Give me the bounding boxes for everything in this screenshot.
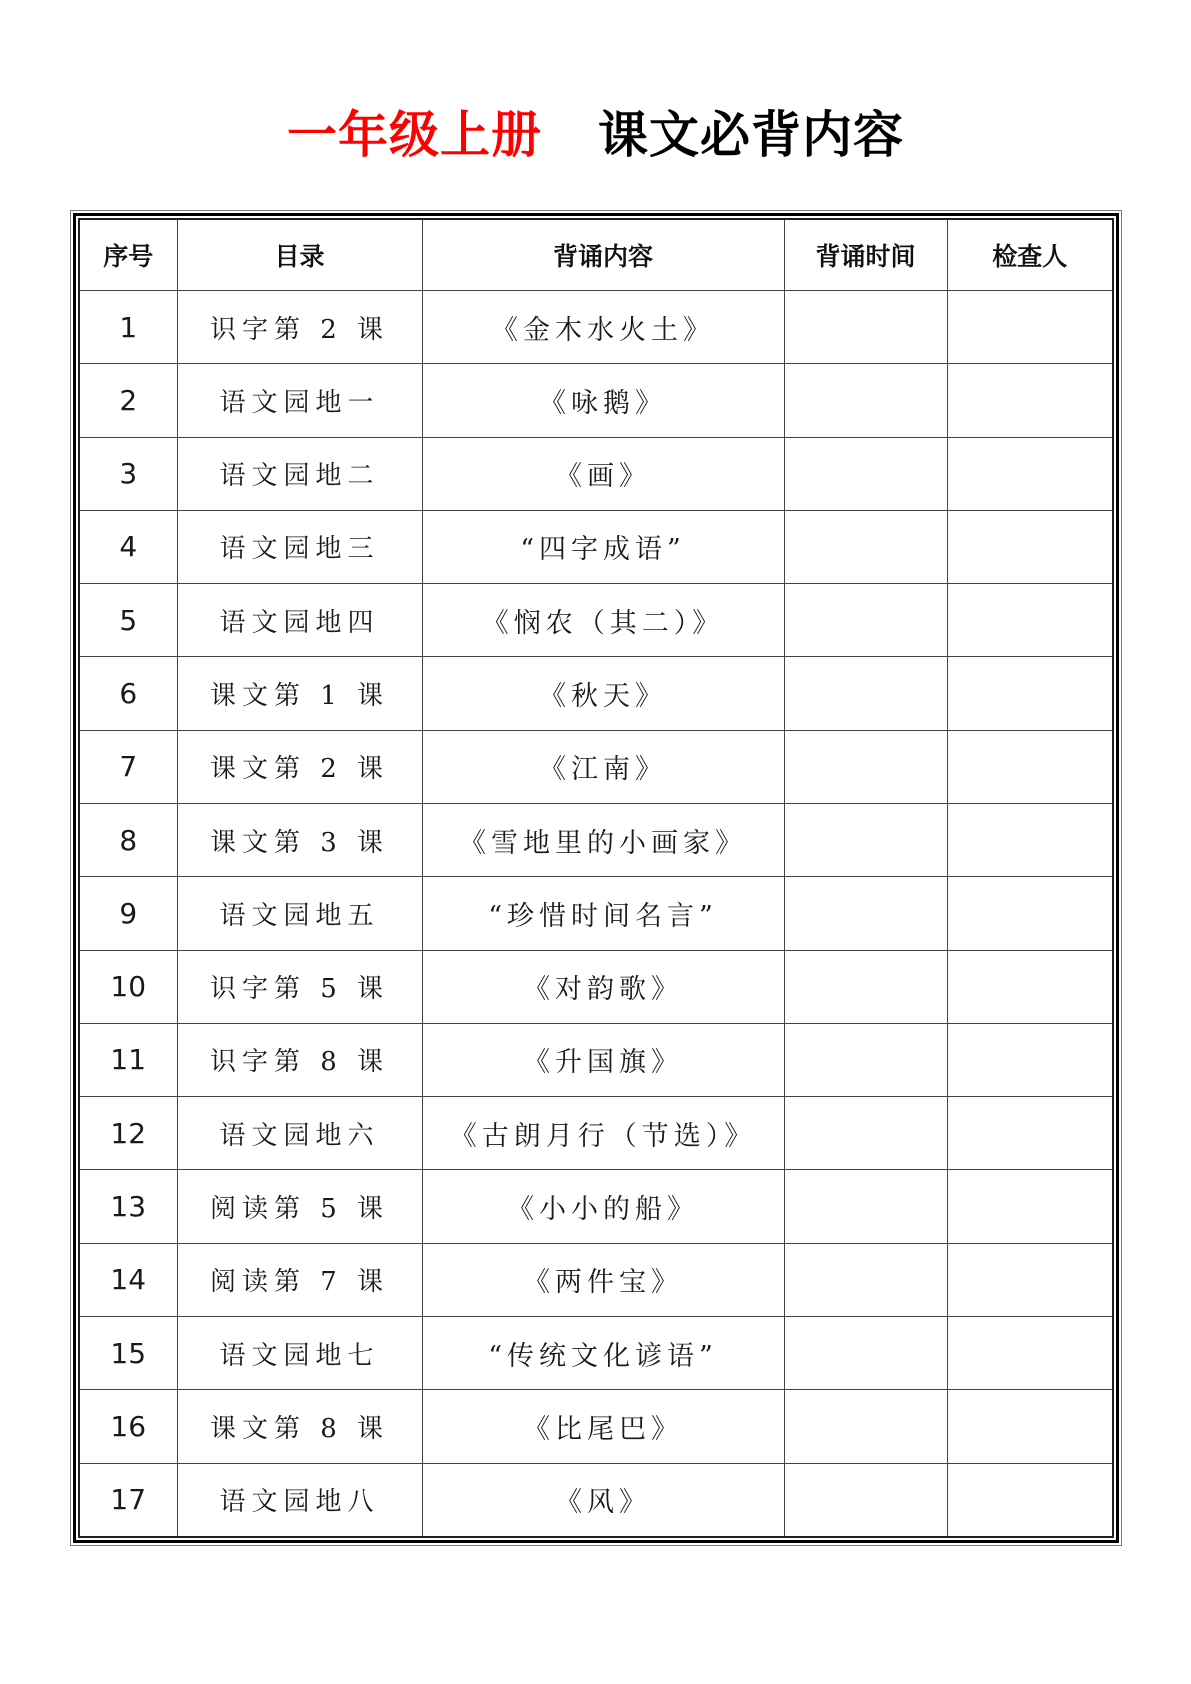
title-grade: 一年级上册	[287, 106, 542, 164]
row-checker[interactable]	[947, 730, 1113, 803]
table-row	[79, 1390, 1113, 1463]
row-content: 《金木水火土》	[422, 291, 784, 364]
row-checker[interactable]	[947, 364, 1113, 437]
header-content: 背诵内容	[422, 219, 784, 291]
table-frame	[70, 210, 1122, 1546]
table-row	[79, 950, 1113, 1023]
table-row	[79, 657, 1113, 730]
row-checker[interactable]	[947, 803, 1113, 876]
table-row	[79, 364, 1113, 437]
row-content: 《小小的船》	[422, 1170, 784, 1243]
row-recite-time[interactable]	[784, 657, 947, 730]
row-checker[interactable]	[947, 1243, 1113, 1316]
row-recite-time[interactable]	[784, 1023, 947, 1096]
row-content: 《古朗月行（节选）》	[422, 1097, 784, 1170]
row-number: 4	[79, 510, 177, 583]
table-row	[79, 1463, 1113, 1537]
row-recite-time[interactable]	[784, 803, 947, 876]
table-row	[79, 1170, 1113, 1243]
row-number: 11	[79, 1023, 177, 1096]
table-row	[79, 1316, 1113, 1389]
row-directory: 课文第 1 课	[177, 657, 422, 730]
row-number: 14	[79, 1243, 177, 1316]
row-checker[interactable]	[947, 1463, 1113, 1537]
table-row	[79, 803, 1113, 876]
row-recite-time[interactable]	[784, 437, 947, 510]
row-content: 《悯农（其二）》	[422, 584, 784, 657]
row-checker[interactable]	[947, 1390, 1113, 1463]
row-recite-time[interactable]	[784, 291, 947, 364]
row-content: 《江南》	[422, 730, 784, 803]
row-content: 《咏鹅》	[422, 364, 784, 437]
row-checker[interactable]	[947, 950, 1113, 1023]
header-checker: 检查人	[947, 219, 1113, 291]
row-content: 《秋天》	[422, 657, 784, 730]
table-row	[79, 1097, 1113, 1170]
row-recite-time[interactable]	[784, 950, 947, 1023]
row-checker[interactable]	[947, 1316, 1113, 1389]
row-recite-time[interactable]	[784, 730, 947, 803]
table-row	[79, 1023, 1113, 1096]
row-number: 16	[79, 1390, 177, 1463]
table-row	[79, 437, 1113, 510]
row-directory: 阅读第 5 课	[177, 1170, 422, 1243]
row-recite-time[interactable]	[784, 584, 947, 657]
row-directory: 语文园地一	[177, 364, 422, 437]
row-checker[interactable]	[947, 1170, 1113, 1243]
header-directory: 目录	[177, 219, 422, 291]
table-header-row	[79, 219, 1113, 291]
table-row	[79, 291, 1113, 364]
row-checker[interactable]	[947, 510, 1113, 583]
row-number: 3	[79, 437, 177, 510]
table-row	[79, 730, 1113, 803]
table-row	[79, 1243, 1113, 1316]
row-number: 1	[79, 291, 177, 364]
row-directory: 课文第 3 课	[177, 803, 422, 876]
table-frame-inner	[73, 213, 1119, 1543]
table-row	[79, 584, 1113, 657]
row-checker[interactable]	[947, 1097, 1113, 1170]
row-content: 《升国旗》	[422, 1023, 784, 1096]
row-recite-time[interactable]	[784, 1316, 947, 1389]
row-recite-time[interactable]	[784, 1243, 947, 1316]
row-directory: 识字第 2 课	[177, 291, 422, 364]
row-directory: 语文园地五	[177, 877, 422, 950]
row-directory: 语文园地八	[177, 1463, 422, 1537]
row-recite-time[interactable]	[784, 1097, 947, 1170]
row-directory: 课文第 8 课	[177, 1390, 422, 1463]
row-recite-time[interactable]	[784, 510, 947, 583]
row-recite-time[interactable]	[784, 364, 947, 437]
row-number: 6	[79, 657, 177, 730]
header-number: 序号	[79, 219, 177, 291]
row-number: 2	[79, 364, 177, 437]
row-directory: 识字第 8 课	[177, 1023, 422, 1096]
row-checker[interactable]	[947, 291, 1113, 364]
row-content: “四字成语”	[422, 510, 784, 583]
row-directory: 语文园地三	[177, 510, 422, 583]
row-checker[interactable]	[947, 877, 1113, 950]
row-number: 10	[79, 950, 177, 1023]
row-content: 《画》	[422, 437, 784, 510]
row-recite-time[interactable]	[784, 877, 947, 950]
row-number: 9	[79, 877, 177, 950]
row-directory: 识字第 5 课	[177, 950, 422, 1023]
recitation-table	[78, 218, 1114, 1538]
row-directory: 语文园地二	[177, 437, 422, 510]
row-number: 13	[79, 1170, 177, 1243]
row-number: 5	[79, 584, 177, 657]
row-content: 《比尾巴》	[422, 1390, 784, 1463]
row-content: 《雪地里的小画家》	[422, 803, 784, 876]
row-recite-time[interactable]	[784, 1463, 947, 1537]
table-row	[79, 510, 1113, 583]
row-content: “传统文化谚语”	[422, 1316, 784, 1389]
row-directory: 语文园地六	[177, 1097, 422, 1170]
row-directory: 阅读第 7 课	[177, 1243, 422, 1316]
row-content: “珍惜时间名言”	[422, 877, 784, 950]
row-content: 《对韵歌》	[422, 950, 784, 1023]
row-number: 8	[79, 803, 177, 876]
row-directory: 语文园地四	[177, 584, 422, 657]
title-subject: 课文必背内容	[598, 106, 904, 164]
row-checker[interactable]	[947, 657, 1113, 730]
row-number: 15	[79, 1316, 177, 1389]
row-content: 《两件宝》	[422, 1243, 784, 1316]
row-number: 17	[79, 1463, 177, 1537]
row-checker[interactable]	[947, 1023, 1113, 1096]
row-number: 7	[79, 730, 177, 803]
row-checker[interactable]	[947, 584, 1113, 657]
page-title	[0, 100, 1191, 170]
row-directory: 语文园地七	[177, 1316, 422, 1389]
table-row	[79, 877, 1113, 950]
row-recite-time[interactable]	[784, 1390, 947, 1463]
row-directory: 课文第 2 课	[177, 730, 422, 803]
row-content: 《风》	[422, 1463, 784, 1537]
row-number: 12	[79, 1097, 177, 1170]
header-time: 背诵时间	[784, 219, 947, 291]
row-recite-time[interactable]	[784, 1170, 947, 1243]
row-checker[interactable]	[947, 437, 1113, 510]
